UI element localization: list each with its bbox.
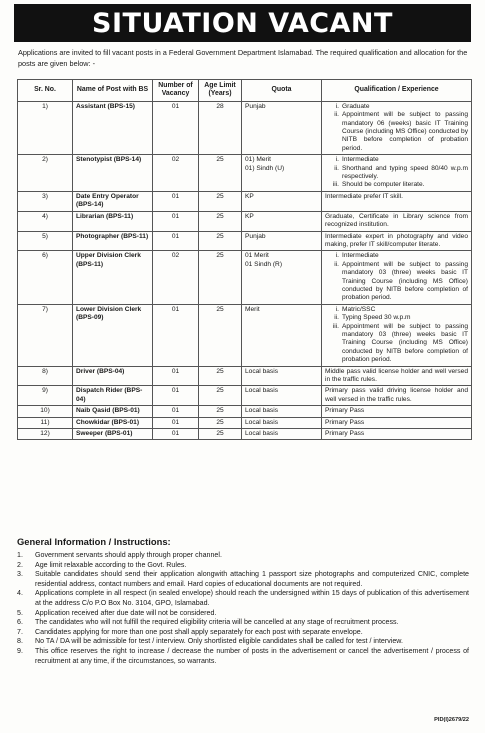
cell-sr-no: 8) xyxy=(18,366,73,386)
cell-quota xyxy=(242,155,322,192)
general-info-item xyxy=(17,609,469,619)
qualification-item-number: iii. xyxy=(332,181,339,189)
cell-quota xyxy=(242,211,322,231)
general-info-title: General Information / Instructions: xyxy=(17,536,171,547)
qualification-item-number: i. xyxy=(335,102,339,110)
qualification-item-text: Intermediate expert in photography and video making, prefer IT skill/computer literate. xyxy=(325,232,468,248)
cell-quota xyxy=(242,231,322,251)
quota-line: Merit xyxy=(245,305,260,313)
general-info-item-number: 6. xyxy=(17,618,23,627)
quota-line: Punjab xyxy=(245,232,266,240)
table-row xyxy=(18,417,472,428)
qualification-item xyxy=(325,387,468,404)
qualification-list xyxy=(325,103,468,153)
cell-qualification xyxy=(322,251,472,304)
qualification-item xyxy=(325,430,468,438)
table-row xyxy=(18,251,472,304)
qualification-item xyxy=(325,252,468,260)
header-qualification: Qualification / Experience xyxy=(322,80,472,102)
qualification-list xyxy=(325,306,468,365)
cell-post-name: Lower Division Clerk (BPS-09) xyxy=(73,304,153,366)
quota-line: Local basis xyxy=(245,407,278,415)
general-info-item-text: Suitable candidates should send their application alongwith attaching 1 passport size photographs and computerized CNIC, complete residential address, contact numbers and email. Hard copies of educational documents are not required. xyxy=(35,570,469,588)
cell-qualification xyxy=(322,101,472,154)
table-row xyxy=(18,366,472,386)
cell-quota xyxy=(242,101,322,154)
cell-post-name: Dispatch Rider (BPS-04) xyxy=(73,386,153,406)
qualification-list xyxy=(325,193,468,201)
general-info-item-number: 4. xyxy=(17,589,23,598)
table-row xyxy=(18,155,472,192)
quota-line: 01 Sindh (R) xyxy=(245,260,283,268)
cell-sr-no: 10) xyxy=(18,406,73,417)
qualification-item-text: Typing Speed 30 w.p.m xyxy=(342,314,411,322)
cell-sr-no: 7) xyxy=(18,304,73,366)
general-info-item-text: The candidates who will not fulfill the required eligibility criteria will be cancelled at any stage of recruitment process. xyxy=(35,618,399,627)
qualification-item xyxy=(325,165,468,182)
general-info-item xyxy=(17,647,469,666)
qualification-item-text: Primary Pass xyxy=(325,418,365,426)
quota-line: 01 Merit xyxy=(245,252,269,260)
table-row xyxy=(18,429,472,440)
qualification-item xyxy=(325,193,468,201)
header-quota: Quota xyxy=(242,80,322,102)
quota-line: 01) Sindh (U) xyxy=(245,164,285,172)
qualification-item xyxy=(325,407,468,415)
qualification-item xyxy=(325,306,468,314)
qualification-item-text: Matric/SSC xyxy=(342,305,376,313)
table-row xyxy=(18,304,472,366)
general-info-item-number: 9. xyxy=(17,646,23,655)
general-info-item-text: Candidates applying for more than one post shall apply separately for each post with separate envelope. xyxy=(35,627,363,636)
qualification-item-number: ii. xyxy=(334,260,339,268)
qualification-item-text: Primary Pass xyxy=(325,430,365,438)
cell-age-limit: 25 xyxy=(199,366,242,386)
table-row xyxy=(18,386,472,406)
cell-post-name: Driver (BPS-04) xyxy=(73,366,153,386)
general-info-item xyxy=(17,551,469,561)
cell-quota xyxy=(242,386,322,406)
cell-post-name: Assistant (BPS-15) xyxy=(73,101,153,154)
general-info-item-text: No TA / DA will be admissible for test / interview. Only shortlisted eligible candidates shall be called for test / interview. xyxy=(35,637,403,646)
cell-quota xyxy=(242,406,322,417)
cell-vacancy: 01 xyxy=(153,429,199,440)
quota-line: Local basis xyxy=(245,430,278,438)
cell-sr-no: 4) xyxy=(18,211,73,231)
qualification-item-text: Graduate, Certificate in Library science from recognized institution. xyxy=(325,212,468,229)
cell-sr-no: 5) xyxy=(18,231,73,251)
cell-vacancy: 01 xyxy=(153,386,199,406)
general-info-item xyxy=(17,589,469,608)
cell-vacancy: 01 xyxy=(153,211,199,231)
qualification-list xyxy=(325,407,468,415)
cell-quota xyxy=(242,304,322,366)
qualification-item-text: Should be computer literate. xyxy=(342,181,425,189)
general-info-item xyxy=(17,637,469,647)
qualification-list xyxy=(325,233,468,250)
vacancy-table-body xyxy=(18,101,472,440)
qualification-item-text: Appointment will be subject to passing mandatory 03 (three) weeks basic IT Training Course (including MS Office) conducted by NITB before completion of probation period. xyxy=(342,260,468,302)
cell-post-name: Sweeper (BPS-01) xyxy=(73,429,153,440)
cell-vacancy: 01 xyxy=(153,304,199,366)
publication-reference: PID(I)2679/22 xyxy=(434,717,469,723)
table-header-row xyxy=(18,80,472,102)
qualification-item-number: i. xyxy=(335,156,339,164)
qualification-item xyxy=(325,323,468,365)
intro-paragraph: Applications are invited to fill vacant posts in a Federal Government Department Islamabad. The required qualification and allocation for the posts are given below: - xyxy=(18,48,468,68)
banner-title: SITUATION VACANT xyxy=(14,4,471,42)
cell-vacancy: 01 xyxy=(153,417,199,428)
cell-post-name: Date Entry Operator (BPS-14) xyxy=(73,191,153,211)
qualification-item-number: i. xyxy=(335,252,339,260)
qualification-item-text: Shorthand and typing speed 80/40 w.p.m respectively. xyxy=(342,164,468,181)
qualification-list xyxy=(325,252,468,302)
table-row xyxy=(18,231,472,251)
cell-age-limit: 25 xyxy=(199,406,242,417)
quota-line: Local basis xyxy=(245,367,278,375)
cell-post-name: Naib Qasid (BPS-01) xyxy=(73,406,153,417)
cell-qualification xyxy=(322,386,472,406)
qualification-item xyxy=(325,233,468,250)
qualification-item-number: i. xyxy=(335,305,339,313)
cell-age-limit: 25 xyxy=(199,304,242,366)
qualification-item xyxy=(325,261,468,303)
cell-qualification xyxy=(322,406,472,417)
cell-age-limit: 25 xyxy=(199,155,242,192)
general-info-item-number: 7. xyxy=(17,627,23,636)
qualification-item xyxy=(325,314,468,322)
cell-sr-no: 12) xyxy=(18,429,73,440)
general-info-item-text: Age limit relaxable according to the Govt. Rules. xyxy=(35,560,187,569)
qualification-item xyxy=(325,111,468,153)
cell-quota xyxy=(242,417,322,428)
header-post: Name of Post with BS xyxy=(73,80,153,102)
cell-post-name: Chowkidar (BPS-01) xyxy=(73,417,153,428)
cell-sr-no: 9) xyxy=(18,386,73,406)
cell-qualification xyxy=(322,417,472,428)
qualification-item-text: Graduate xyxy=(342,102,370,110)
cell-sr-no: 11) xyxy=(18,417,73,428)
cell-age-limit: 25 xyxy=(199,429,242,440)
vacancy-table xyxy=(17,79,472,440)
table-row xyxy=(18,191,472,211)
cell-vacancy: 01 xyxy=(153,231,199,251)
table-row xyxy=(18,101,472,154)
cell-qualification xyxy=(322,366,472,386)
quota-line: Punjab xyxy=(245,102,266,110)
cell-age-limit: 25 xyxy=(199,251,242,304)
cell-post-name: Photographer (BPS-11) xyxy=(73,231,153,251)
cell-quota xyxy=(242,251,322,304)
qualification-item-number: iii. xyxy=(332,322,339,330)
cell-age-limit: 25 xyxy=(199,386,242,406)
cell-sr-no: 3) xyxy=(18,191,73,211)
general-info-item-number: 5. xyxy=(17,608,23,617)
qualification-item-text: Intermediate xyxy=(342,252,379,260)
qualification-item-text: Appointment will be subject to passing mandatory 06 (weeks) basic IT Training Course (including MS Office) conducted by NITB before completion of probation period. xyxy=(342,111,468,152)
qualification-item-text: Primary Pass xyxy=(325,407,365,415)
cell-post-name: Librarian (BPS-11) xyxy=(73,211,153,231)
qualification-item-text: Intermediate prefer IT skill. xyxy=(325,192,403,200)
cell-qualification xyxy=(322,304,472,366)
qualification-list xyxy=(325,156,468,190)
cell-age-limit: 28 xyxy=(199,101,242,154)
qualification-list xyxy=(325,387,468,404)
cell-quota xyxy=(242,191,322,211)
cell-vacancy: 02 xyxy=(153,251,199,304)
qualification-item-text: Middle pass valid license holder and well versed in the traffic rules. xyxy=(325,367,468,383)
general-info-item-text: This office reserves the right to increase / decrease the number of posts in the advertisement or cancel the advertisement / process of recruitment at any time, if the circumstances, so warrants. xyxy=(35,646,469,665)
general-info-item-number: 2. xyxy=(17,560,23,569)
general-info-item xyxy=(17,561,469,571)
general-info-item-text: Government servants should apply through proper channel. xyxy=(35,551,222,559)
quota-line: KP xyxy=(245,192,254,200)
general-info-item-text: Applications complete in all respect (in sealed envelope) should reach the undersigned within 15 days of publication of this advertisement at the address C/o P.O Box No. 3104, GPO, Islamabad. xyxy=(35,589,469,607)
qualification-item xyxy=(325,419,468,427)
qualification-list xyxy=(325,430,468,438)
cell-qualification xyxy=(322,155,472,192)
cell-vacancy: 01 xyxy=(153,191,199,211)
cell-vacancy: 02 xyxy=(153,155,199,192)
cell-quota xyxy=(242,366,322,386)
quota-line: KP xyxy=(245,212,254,220)
qualification-item-text: Primary pass valid driving license holder and well versed in the traffic rules. xyxy=(325,387,468,403)
header-sr-no: Sr. No. xyxy=(18,80,73,102)
table-row xyxy=(18,406,472,417)
cell-age-limit: 25 xyxy=(199,191,242,211)
cell-vacancy: 01 xyxy=(153,406,199,417)
qualification-item xyxy=(325,368,468,385)
quota-line: Local basis xyxy=(245,387,278,395)
qualification-item-number: ii. xyxy=(334,111,339,119)
qualification-list xyxy=(325,213,468,230)
general-info-list xyxy=(17,551,469,666)
cell-age-limit: 25 xyxy=(199,211,242,231)
cell-quota xyxy=(242,429,322,440)
qualification-list xyxy=(325,419,468,427)
qualification-item xyxy=(325,181,468,189)
general-info-item xyxy=(17,628,469,638)
general-info-item-number: 3. xyxy=(17,570,23,579)
header-vacancy: Number of Vacancy xyxy=(153,80,199,102)
table-row xyxy=(18,211,472,231)
qualification-item-number: ii. xyxy=(334,314,339,322)
qualification-item xyxy=(325,103,468,111)
qualification-item-text: Intermediate xyxy=(342,156,379,164)
cell-qualification xyxy=(322,231,472,251)
cell-qualification xyxy=(322,191,472,211)
quota-line: 01) Merit xyxy=(245,156,272,164)
general-info-item xyxy=(17,570,469,589)
cell-age-limit: 25 xyxy=(199,417,242,428)
cell-post-name: Upper Division Clerk (BPS-11) xyxy=(73,251,153,304)
qualification-item xyxy=(325,213,468,230)
qualification-item-number: ii. xyxy=(334,164,339,172)
general-info-item-number: 8. xyxy=(17,637,23,646)
cell-sr-no: 1) xyxy=(18,101,73,154)
general-info-item-text: Application received after due date will not be considered. xyxy=(35,608,217,617)
cell-sr-no: 2) xyxy=(18,155,73,192)
general-info-item-number: 1. xyxy=(17,551,23,559)
qualification-list xyxy=(325,368,468,385)
cell-post-name: Stenotypist (BPS-14) xyxy=(73,155,153,192)
qualification-item xyxy=(325,156,468,164)
cell-sr-no: 6) xyxy=(18,251,73,304)
quota-line: Local basis xyxy=(245,418,278,426)
general-info-item xyxy=(17,618,469,628)
qualification-item-text: Appointment will be subject to passing mandatory 03 (three) weeks basic IT Training Course (including MS Office) conducted by NITB before completion of probation period. xyxy=(342,322,468,364)
cell-qualification xyxy=(322,211,472,231)
cell-age-limit: 25 xyxy=(199,231,242,251)
header-age-limit: Age Limit (Years) xyxy=(199,80,242,102)
cell-vacancy: 01 xyxy=(153,101,199,154)
cell-qualification xyxy=(322,429,472,440)
cell-vacancy: 01 xyxy=(153,366,199,386)
